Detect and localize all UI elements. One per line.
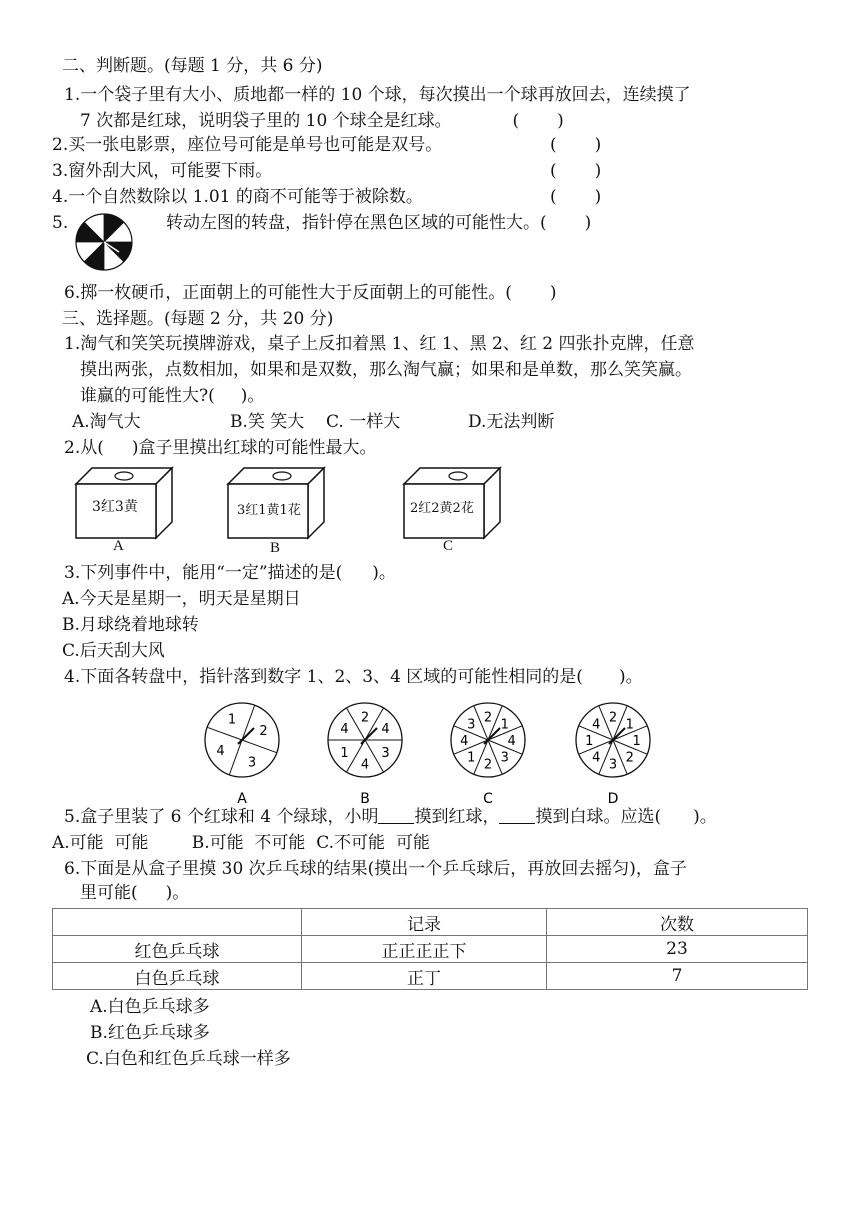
spinner-number: 2 xyxy=(625,750,634,766)
spinner-d xyxy=(568,695,658,815)
judge-q1-line2-wrap xyxy=(80,110,564,132)
spinner-number: 1 xyxy=(625,717,634,733)
box-c-text: 2红2黄2花 xyxy=(410,501,474,516)
choice-q5-mid: 摸到红球， xyxy=(414,807,500,827)
spinner-number: 3 xyxy=(381,745,390,761)
spinner-number: 4 xyxy=(340,722,349,738)
choice-q1-option-b[interactable]: B.笑 笑大 xyxy=(230,412,305,432)
spinner-number: 4 xyxy=(592,750,601,766)
spinner-number: 4 xyxy=(592,717,601,733)
judge-q5-text: 转动左图的转盘，指针停在黑色区域的可能性大。( xyxy=(166,213,547,233)
choice-q2-start: 2.从( xyxy=(64,438,104,458)
box-b-text: 3红1黄1花 xyxy=(237,503,301,518)
judge-q2-answer[interactable]: ( ) xyxy=(550,135,602,155)
section3-title: 三、选择题。(每题 2 分，共 20 分) xyxy=(62,309,334,329)
spinner-label[interactable]: D xyxy=(607,791,619,807)
choice-q3-option-c[interactable]: C.后天刮大风 xyxy=(62,641,165,661)
choice-q1-option-a[interactable]: A.淘气大 xyxy=(72,412,141,432)
spinner-number: 4 xyxy=(507,734,516,749)
choice-q3-wrap: 3.下列事件中，能用“一定”描述的是( )。 xyxy=(64,563,396,583)
table-header: 次数 xyxy=(547,909,808,936)
choice-q6-option-b[interactable]: B.红色乒乓球多 xyxy=(90,1023,210,1043)
choice-q2-end: )盒子里摸出红球的可能性最大。 xyxy=(131,438,377,458)
spinner-number: 3 xyxy=(500,750,509,766)
judge-q3: 3.窗外刮大风，可能要下雨。 xyxy=(52,161,273,181)
ping-pong-record-table xyxy=(52,908,808,990)
choice-q5-wrap: 5.盒子里装了 6 个红球和 4 个绿球，小明 摸到红球， 摸到白球。应选( )。 xyxy=(64,807,717,827)
choice-q5-options[interactable]: A.可能 可能 B.可能 不可能 C.不可能 可能 xyxy=(52,833,430,853)
section2-title: 二、判断题。(每题 1 分，共 6 分) xyxy=(62,56,323,76)
choice-q4-wrap: 4.下面各转盘中，指针落到数字 1、2、3、4 区域的可能性相同的是( )。 xyxy=(64,667,643,687)
spinner-number: 1 xyxy=(500,717,509,733)
table-row xyxy=(53,936,808,963)
judge-q4: 4.一个自然数除以 1.01 的商不可能等于被除数。 xyxy=(52,187,423,207)
choice-q5-blank1[interactable] xyxy=(378,807,414,824)
choice-q1-option-d[interactable]: D.无法判断 xyxy=(468,412,555,432)
spinner-number: 3 xyxy=(247,755,257,771)
spinner-number: 1 xyxy=(227,712,237,728)
spinner-number: 4 xyxy=(360,757,370,773)
spinner-label[interactable]: A xyxy=(237,791,247,807)
table-cell: 红色乒乓球 xyxy=(53,936,302,963)
choice-q4: 4.下面各转盘中，指针落到数字 1、2、3、4 区域的可能性相同的是( xyxy=(64,667,583,687)
box-a-text: 3红3黄 xyxy=(92,499,138,515)
spinner-number: 2 xyxy=(608,710,618,726)
spinner-number: 1 xyxy=(467,750,476,766)
judge-q2: 2.买一张电影票，座位号可能是单号也可能是双号。 xyxy=(52,135,443,155)
choice-q3-option-a[interactable]: A.今天是星期一，明天是星期日 xyxy=(62,589,301,609)
choice-q2-wrap xyxy=(64,437,377,459)
choice-q1-line1: 1.淘气和笑笑玩摸牌游戏，桌子上反扣着黑 1、红 1、黑 2、红 2 四张扑克牌，任意 xyxy=(64,334,695,354)
spinner-number: 2 xyxy=(483,710,493,726)
table-cell: 7 xyxy=(547,963,808,990)
spinner-number: 2 xyxy=(259,724,268,740)
choice-q1-line3: 谁赢的可能性大?( xyxy=(80,386,215,406)
spinner-number: 2 xyxy=(483,757,493,773)
spinner-number: 4 xyxy=(460,734,469,749)
spinner-c xyxy=(443,695,533,815)
choice-q6-option-a[interactable]: A.白色乒乓球多 xyxy=(90,997,210,1017)
spinner-number: 1 xyxy=(585,734,594,749)
box-b-label[interactable]: B xyxy=(270,540,281,556)
table-header-row xyxy=(53,909,808,936)
choice-q1-line3-wrap: 谁赢的可能性大?( )。 xyxy=(80,386,265,406)
judge-q6: 6.掷一枚硬币，正面朝上的可能性大于反面朝上的可能性。( xyxy=(64,283,512,303)
judge-q4-answer[interactable]: ( ) xyxy=(550,187,602,207)
spinner-number: 1 xyxy=(632,734,641,749)
box-a-label[interactable]: A xyxy=(113,538,124,554)
table-cell: 正正正正下 xyxy=(302,936,547,963)
choice-q6-line2: 里可能( xyxy=(80,883,138,903)
spinner-number: 3 xyxy=(608,757,618,773)
judge-q3-answer[interactable]: ( ) xyxy=(550,161,602,181)
choice-q3: 3.下列事件中，能用“一定”描述的是( xyxy=(64,563,343,583)
choice-q5-start: 5.盒子里装了 6 个红球和 4 个绿球，小明 xyxy=(64,807,379,827)
judge-q6-wrap: 6.掷一枚硬币，正面朝上的可能性大于反面朝上的可能性。( ) xyxy=(64,283,557,303)
spinner-number: 1 xyxy=(340,745,349,761)
table-header: 记录 xyxy=(302,909,547,936)
spinner-a xyxy=(197,695,287,815)
spinner-number: 4 xyxy=(216,743,225,759)
table-header xyxy=(53,909,302,936)
judge-q5-text-wrap: 转动左图的转盘，指针停在黑色区域的可能性大。( ) xyxy=(166,213,592,233)
judge-q1-line2: 7 次都是红球，说明袋子里的 10 个球全是红球。 xyxy=(80,111,452,131)
choice-q3-option-b[interactable]: B.月球绕着地球转 xyxy=(62,615,199,635)
table-cell: 白色乒乓球 xyxy=(53,963,302,990)
choice-q5-blank2[interactable] xyxy=(499,807,535,824)
choice-q6-option-c[interactable]: C.白色和红色乒乓球一样多 xyxy=(86,1049,291,1069)
spinner-number: 3 xyxy=(467,717,476,733)
table-cell: 正丁 xyxy=(302,963,547,990)
judge-q1-line1: 1.一个袋子里有大小、质地都一样的 10 个球，每次摸出一个球再放回去，连续摸了 xyxy=(64,85,691,105)
table-cell: 23 xyxy=(547,936,808,963)
spinner-label[interactable]: C xyxy=(483,791,493,807)
choice-q5-end: 摸到白球。应选( xyxy=(535,807,662,827)
choice-q1-line2: 摸出两张，点数相加，如果和是双数，那么淘气赢；如果和是单数，那么笑笑赢。 xyxy=(80,360,692,380)
spinner-number: 4 xyxy=(381,722,390,738)
choice-q6-line1: 6.下面是从盒子里摸 30 次乒乓球的结果(摸出一个乒乓球后，再放回去摇匀)，盒子 xyxy=(64,859,687,879)
spinner-number: 2 xyxy=(360,710,370,726)
judge-q5-number: 5. xyxy=(52,213,69,233)
box-c-label[interactable]: C xyxy=(443,538,454,554)
spinner-b xyxy=(320,695,410,815)
judge-q1-answer[interactable]: ( ) xyxy=(512,111,564,131)
choice-q6-line2-wrap: 里可能( )。 xyxy=(80,883,190,903)
choice-q1-option-c[interactable]: C. 一样大 xyxy=(326,412,401,432)
black-white-spinner-image xyxy=(74,212,134,272)
table-row xyxy=(53,963,808,990)
spinner-label[interactable]: B xyxy=(360,791,370,807)
